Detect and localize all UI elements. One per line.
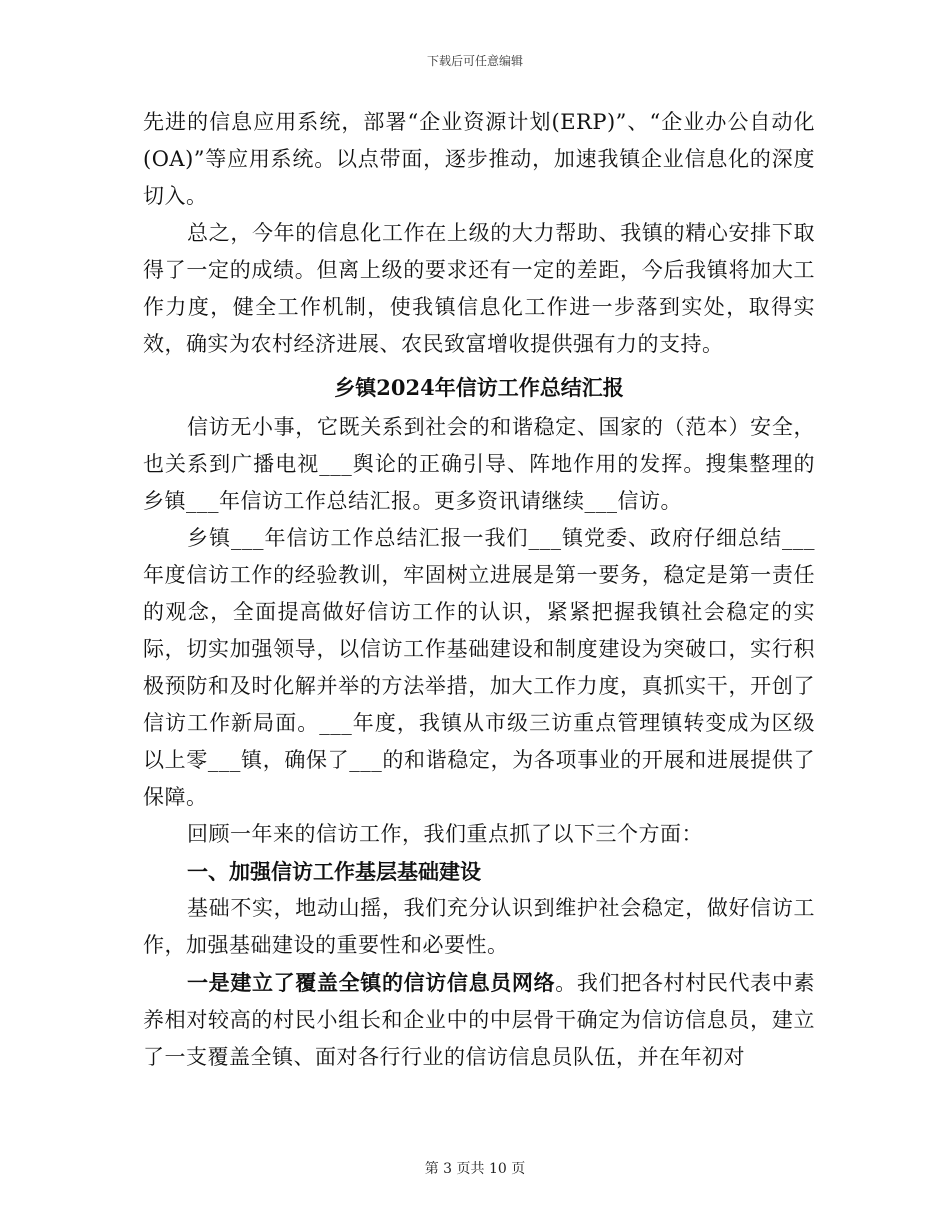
page-header: 下载后可任意编辑 xyxy=(426,54,523,68)
paragraph-report: 乡镇___年信访工作总结汇报一我们___镇党委、政府仔细总结___年度信访工作的经验教训，牢固树立进展是第一要务，稳定是第一责任的观念，全面提高做好信访工作的认识，紧紧把握我镇社会稳定的实际，切实加强领导，以信访工作基础建设和制度建设为突破口，实行积极预防和及时化解并举的方法举措，加大工作力度，真抓实干，开创了信访工作新局面。___年度，我镇从市级三访重点管理镇转变成为区级以上零___镇，确保了___的和谐稳定，为各项事业的开展和进展提供了保障。 xyxy=(143,526,815,809)
document-body xyxy=(143,104,815,1076)
paragraph-review: 回顾一年来的信访工作，我们重点抓了以下三个方面： xyxy=(187,822,703,846)
paragraph-point-one xyxy=(143,964,815,1076)
point-one-text: 。我们把各村村民代表中素养相对较高的村民小组长和企业中的中层骨干确定为信访信息员，建立了一支覆盖全镇、面对各行行业的信访信息员队伍，并在年初对 xyxy=(143,971,816,1069)
document-title: 乡镇2024年信访工作总结汇报 xyxy=(334,375,624,400)
paragraph-section: 基础不实，地动山摇，我们充分认识到维护社会稳定，做好信访工作，加强基础建设的重要性和必要性。 xyxy=(143,896,815,957)
point-one-lead: 一是建立了覆盖全镇的信访信息员网络 xyxy=(187,970,556,995)
paragraph-summary: 总之，今年的信息化工作在上级的大力帮助、我镇的精心安排下取得了一定的成绩。但离上级的要求还有一定的差距，今后我镇将加大工作力度，健全工作机制，使我镇信息化工作进一步落到实处，取得实效，确实为农村经济进展、农民致富增收提供强有力的支持。 xyxy=(143,221,815,356)
paragraph-continuation: 先进的信息应用系统，部署“企业资源计划(ERP)”、“企业办公自动化(OA)”等应用系统。以点带面，逐步推动，加速我镇企业信息化的深度切入。 xyxy=(143,110,815,208)
page-footer: 第 3 页共 10 页 xyxy=(424,1161,526,1177)
paragraph-intro: 信访无小事，它既关系到社会的和谐稳定、国家的（范本）安全，也关系到广播电视___舆论的正确引导、阵地作用的发挥。搜集整理的乡镇___年信访工作总结汇报。更多资讯请继续___信访。 xyxy=(143,415,815,513)
section-heading: 一、加强信访工作基层基础建设 xyxy=(187,859,481,884)
